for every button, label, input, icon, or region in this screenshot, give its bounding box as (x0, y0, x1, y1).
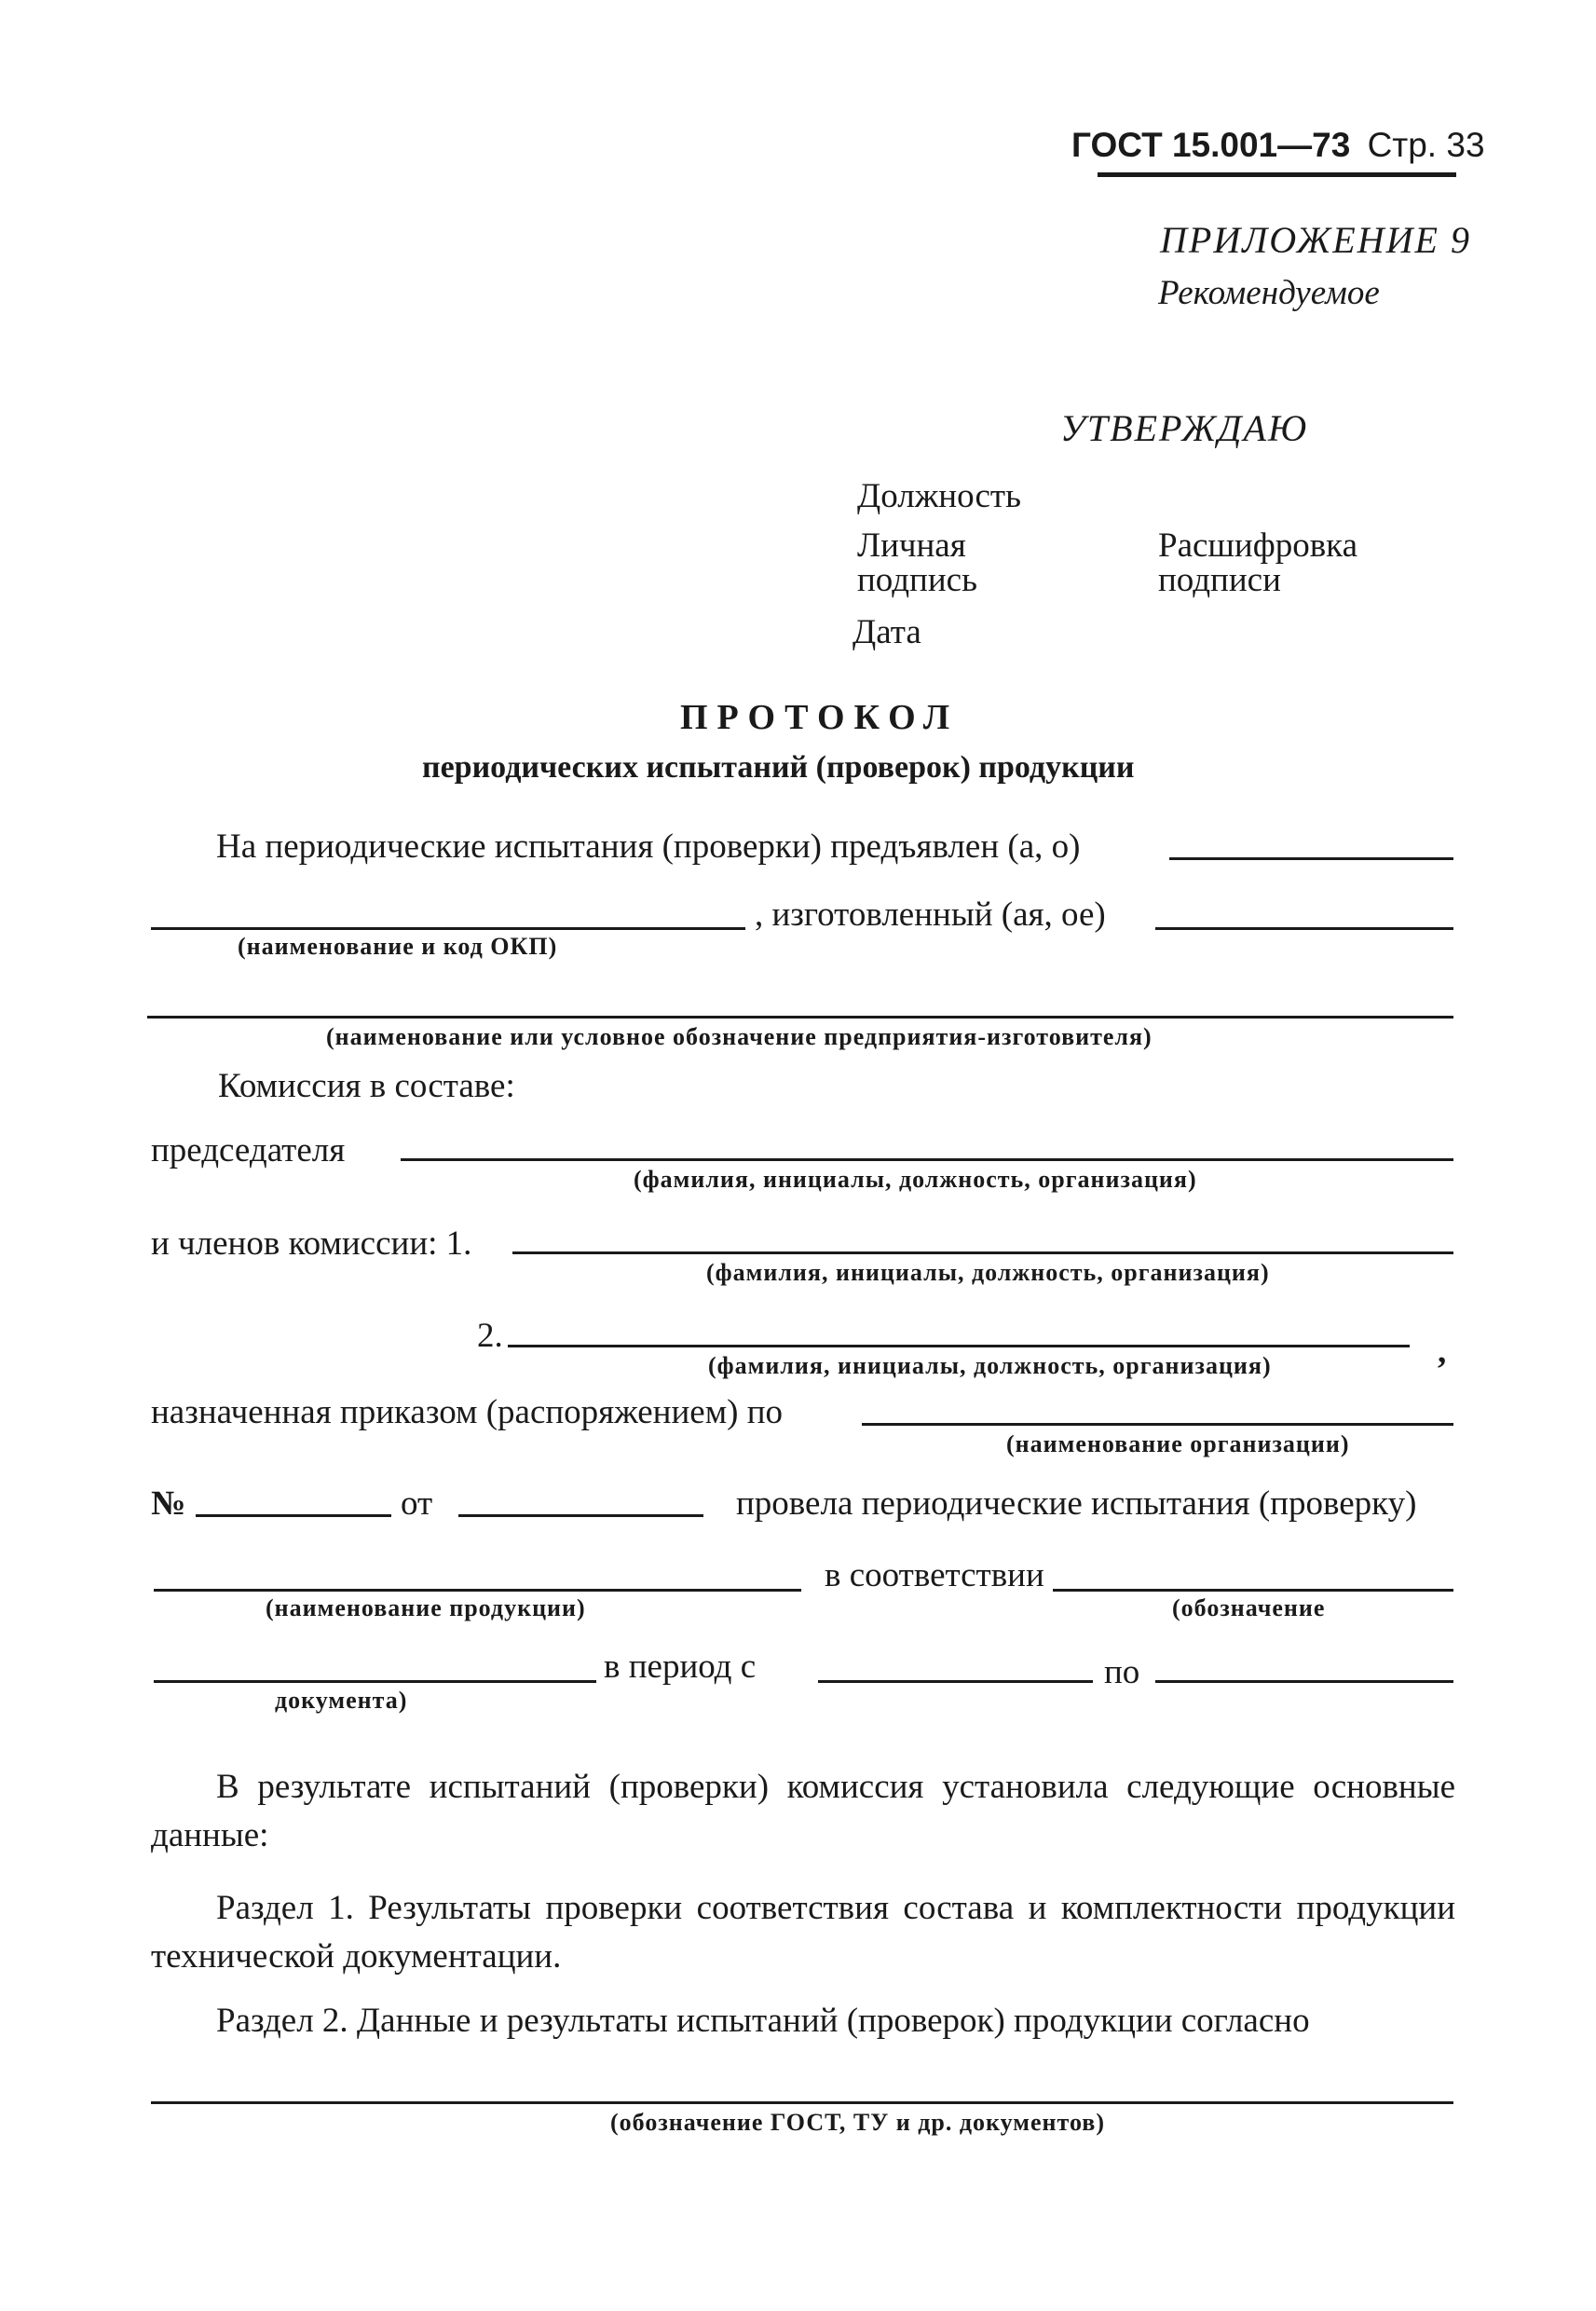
documents-field[interactable] (151, 2101, 1453, 2104)
accordance-text: в соответствии (825, 1556, 1044, 1594)
caption-designation: (обозначение (1172, 1594, 1326, 1621)
member-2-number: 2. (477, 1317, 503, 1355)
standard-number: ГОСТ 15.001—73 (1071, 126, 1351, 164)
decode-label-1: Расшифровка (1158, 526, 1357, 565)
member-2-comma: , (1438, 1333, 1447, 1371)
caption-documents: (обозначение ГОСТ, ТУ и др. документов) (610, 2109, 1106, 2136)
from-label: от (401, 1484, 433, 1523)
manufacturer-inline-field[interactable] (1155, 927, 1453, 930)
header-rule (1098, 172, 1456, 177)
chairman-label: председателя (151, 1131, 346, 1169)
caption-member-2: (фамилия, инициалы, должность, организация) (708, 1352, 1272, 1379)
members-label: и членов комиссии: 1. (151, 1224, 472, 1263)
member-1-field[interactable] (512, 1251, 1453, 1254)
number-sign: № (151, 1484, 186, 1523)
order-number-field[interactable] (196, 1514, 391, 1517)
member-2-field[interactable] (508, 1345, 1410, 1347)
section-1: Раздел 1. Результаты проверки соответствия состава и комплектности продукции технической документации. (151, 1889, 1455, 1976)
protocol-subtitle: периодических испытаний (проверок) продукции (422, 750, 1135, 785)
caption-chairman: (фамилия, инициалы, должность, организация) (634, 1166, 1197, 1193)
commission-label: Комиссия в составе: (218, 1067, 515, 1105)
caption-product: (наименование продукции) (266, 1594, 586, 1621)
document-field[interactable] (154, 1680, 596, 1683)
caption-organization: (наименование организации) (1006, 1430, 1350, 1457)
organization-field[interactable] (862, 1423, 1453, 1426)
appendix-status: Рекомендуемое (1158, 274, 1380, 312)
manufacturer-field[interactable] (147, 1016, 1453, 1019)
order-date-field[interactable] (458, 1514, 703, 1517)
position-label: Должность (857, 477, 1021, 515)
presented-field[interactable] (1169, 857, 1453, 860)
presented-text: На периодические испытания (проверки) предъявлен (а, о) (216, 827, 1081, 866)
caption-member-1: (фамилия, инициалы, должность, организация) (706, 1259, 1270, 1286)
page-header (1071, 126, 1485, 165)
caption-name-okp: (наименование и код ОКП) (238, 933, 558, 960)
section-2: Раздел 2. Данные и результаты испытаний (проверок) продукции согласно (216, 2002, 1310, 2040)
date-label: Дата (853, 613, 921, 651)
page-number: Стр. 33 (1367, 126, 1485, 164)
signature-label-1: Личная (857, 526, 966, 565)
signature-label-2: подпись (857, 561, 977, 599)
appointed-text: назначенная приказом (распоряжением) по (151, 1393, 783, 1431)
caption-manufacturer: (наименование или условное обозначение предприятия-изготовителя) (326, 1023, 1153, 1050)
decode-label-2: подписи (1158, 561, 1281, 599)
approve-label: УТВЕРЖДАЮ (1060, 407, 1309, 449)
period-start-field[interactable] (818, 1680, 1093, 1683)
results-intro: В результате испытаний (проверки) комиссия установила следующие основные данные: (151, 1768, 1455, 1854)
appendix-title: ПРИЛОЖЕНИЕ 9 (1160, 219, 1471, 261)
product-field[interactable] (154, 1589, 801, 1592)
designation-field[interactable] (1053, 1589, 1453, 1592)
period-end-field[interactable] (1155, 1680, 1453, 1683)
chairman-field[interactable] (401, 1158, 1453, 1161)
protocol-title: ПРОТОКОЛ (680, 698, 960, 737)
conducted-text: провела периодические испытания (проверку) (736, 1484, 1417, 1523)
manufactured-text: , изготовленный (ая, ое) (755, 896, 1106, 934)
caption-document: документа) (275, 1687, 408, 1714)
period-to-label: по (1104, 1653, 1140, 1691)
period-from-label: в период с (604, 1648, 757, 1686)
product-name-field[interactable] (151, 927, 745, 930)
